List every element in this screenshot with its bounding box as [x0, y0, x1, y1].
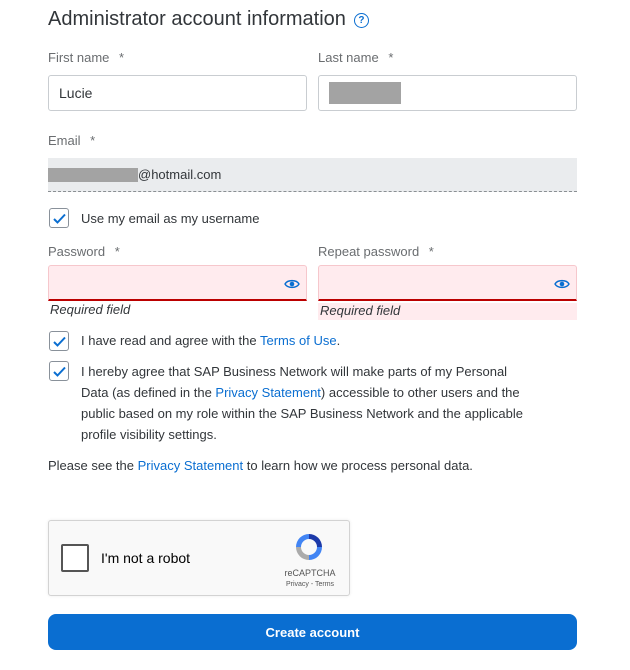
privacy-consent-text: Data (as defined in the [81, 385, 216, 400]
redacted-value [48, 168, 138, 182]
terms-label [81, 330, 340, 351]
repeat-password-label-text: Repeat password [318, 244, 420, 259]
privacy-consent-line: I hereby agree that SAP Business Network will make parts of my Personal [81, 364, 508, 379]
repeat-password-input[interactable] [318, 265, 577, 301]
password-error: Required field [50, 302, 131, 317]
recaptcha-brand: reCAPTCHA [284, 568, 336, 578]
help-icon[interactable]: ? [354, 13, 369, 28]
recaptcha-widget [48, 520, 350, 596]
last-name-label [318, 50, 393, 65]
password-input[interactable] [48, 265, 307, 301]
terms-of-use-link[interactable]: Terms of Use [260, 333, 337, 348]
email-visible-value: @hotmail.com [138, 167, 222, 182]
last-name-input[interactable] [318, 75, 577, 111]
privacy-statement-link[interactable]: Privacy Statement [215, 385, 321, 400]
checkmark-icon [53, 336, 66, 347]
section-title-text: Administrator account information [48, 8, 346, 30]
section-title [48, 8, 369, 31]
repeat-password-label [318, 244, 434, 259]
required-mark: * [428, 244, 434, 259]
required-mark: * [388, 50, 394, 65]
privacy-note-text: Please see the [48, 458, 138, 473]
repeat-password-error: Required field [318, 303, 577, 320]
recaptcha-label: I'm not a robot [101, 550, 191, 566]
email-label [48, 133, 95, 148]
create-account-button[interactable]: Create account [48, 614, 577, 650]
email-field [48, 158, 577, 192]
privacy-consent-label [81, 361, 581, 445]
redacted-value [329, 82, 401, 104]
privacy-consent-line: public based on my role within the SAP Business Network and the applicable [81, 406, 524, 421]
privacy-note-text: to learn how we process personal data. [243, 458, 473, 473]
use-email-username-label: Use my email as my username [81, 211, 260, 226]
privacy-consent-checkbox[interactable] [49, 361, 69, 381]
recaptcha-links[interactable]: Privacy - Terms [285, 581, 335, 588]
email-label-text: Email [48, 133, 81, 148]
required-mark: * [114, 244, 120, 259]
use-email-username-checkbox[interactable] [49, 208, 69, 228]
recaptcha-checkbox[interactable] [61, 544, 89, 572]
checkmark-icon [53, 366, 66, 377]
privacy-consent-text: ) accessible to other users and the [320, 385, 520, 400]
privacy-consent-line [81, 382, 581, 403]
checkmark-icon [53, 213, 66, 224]
password-label-text: Password [48, 244, 106, 259]
last-name-label-text: Last name [318, 50, 379, 65]
recaptcha-logo-icon [293, 531, 325, 563]
password-label [48, 244, 120, 259]
privacy-consent-line: profile visibility settings. [81, 427, 217, 442]
first-name-value: Lucie [59, 85, 93, 101]
first-name-input[interactable] [48, 75, 307, 111]
privacy-note [48, 455, 473, 476]
terms-text-end: . [336, 333, 341, 348]
first-name-label [48, 50, 124, 65]
terms-text: I have read and agree with the [81, 333, 260, 348]
terms-checkbox[interactable] [49, 331, 69, 351]
first-name-label-text: First name [48, 50, 110, 65]
required-mark: * [90, 133, 96, 148]
show-password-icon[interactable] [554, 276, 570, 292]
required-mark: * [119, 50, 125, 65]
show-password-icon[interactable] [284, 276, 300, 292]
privacy-statement-link[interactable]: Privacy Statement [137, 458, 244, 473]
